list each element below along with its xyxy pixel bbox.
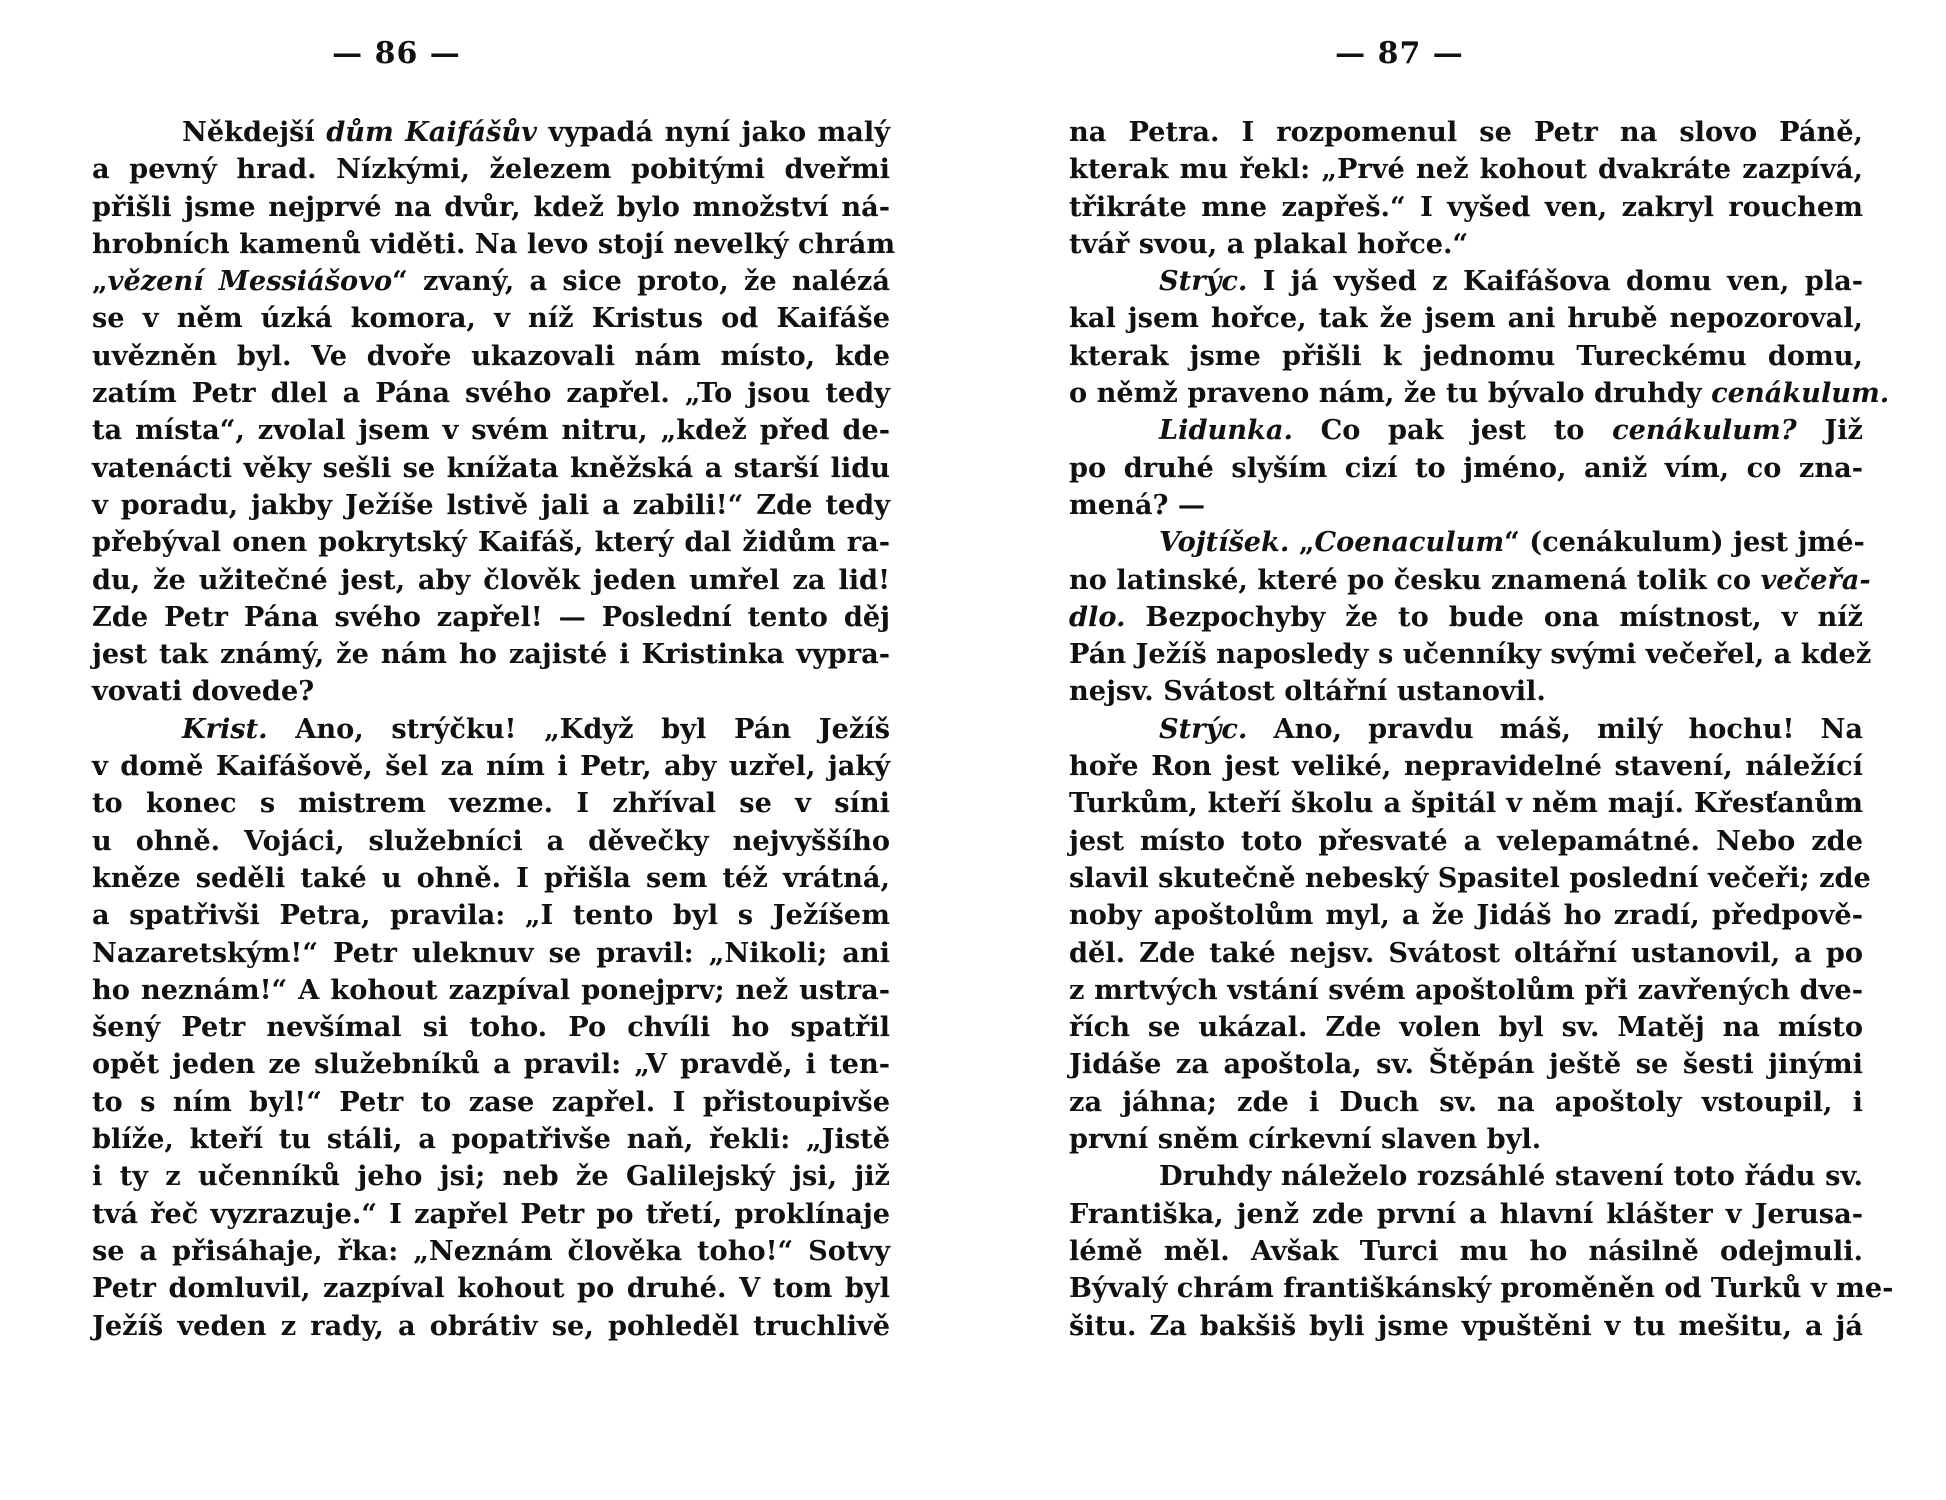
text-line: Bývalý chrám františkánský proměněn od Turků v me- — [1069, 1272, 1894, 1305]
text-line: Druhdy náleželo rozsáhlé stavení toto řádu sv. — [1159, 1160, 1863, 1193]
text-line: u ohně. Vojáci, služebníci a děvečky nejvyššího — [92, 824, 890, 857]
text-line: řích se ukázal. Zde volen byl sv. Matěj na místo — [1069, 1011, 1863, 1044]
text-line: blíže, kteří tu stáli, a popatřivše naň, řekli: „Jistě — [92, 1123, 890, 1156]
text-line: jest tak známý, že nám ho zajisté i Kristinka vypra- — [92, 638, 890, 671]
text-line: třikráte mne zapřeš.“ I vyšed ven, zakryl rouchem — [1069, 190, 1863, 223]
text-line: Františka, jenž zde první a hlavní klášter v Jerusa- — [1069, 1197, 1863, 1230]
text-line: vovati dovede? — [92, 675, 315, 708]
text-line: to konec s mistrem vezme. I zhříval se v síni — [92, 787, 890, 820]
text-line: v poradu, jakby Ježíše lstivě jali a zabili!“ Zde tedy — [92, 488, 890, 521]
text-line: přišli jsme nejprvé na dvůr, kdež bylo množství ná- — [92, 190, 890, 223]
text-line: Jidáše za apoštola, sv. Štěpán ještě se šesti jinými — [1069, 1048, 1863, 1081]
page-number-left: — 86 — — [332, 36, 461, 71]
text-line: du, že užitečné jest, aby člověk jeden umřel za lid! — [92, 563, 890, 596]
text-line: na Petra. I rozpomenul se Petr na slovo Páně, — [1069, 116, 1863, 148]
text-line: a spatřivši Petra, pravila: „I tento byl s Ježíšem — [92, 899, 890, 932]
text-line: přebýval onen pokrytský Kaifáš, který dal židům ra- — [92, 526, 890, 559]
text-line: o němž praveno nám, že tu bývalo druhdy cenákulum. — [1069, 377, 1890, 410]
text-line: po druhé slyším cizí to jméno, aniž vím, co zna- — [1069, 451, 1863, 484]
text-line: Lidunka. Co pak jest to cenákulum? Již — [1159, 414, 1863, 447]
text-line: Turkům, kteří školu a špitál v něm mají. Křesťanům — [1069, 787, 1863, 820]
text-line: kterak jsme přišli k jednomu Tureckému domu, — [1069, 339, 1863, 372]
text-line: a pevný hrad. Nízkými, železem pobitými dveřmi — [92, 153, 890, 186]
text-line: no latinské, které po česku znamená tolik co večeřa- — [1069, 563, 1871, 596]
text-line: to s ním byl!“ Petr to zase zapřel. I přistoupivše — [92, 1085, 890, 1118]
text-line: hrobních kamenů viděti. Na levo stojí nevelký chrám — [92, 227, 896, 260]
text-line: nejsv. Svátost oltářní ustanovil. — [1069, 675, 1546, 708]
text-line: Ježíš veden z rady, a obrátiv se, pohleděl truchlivě — [92, 1309, 890, 1342]
text-line: lémě měl. Avšak Turci mu ho násilně odejmuli. — [1069, 1234, 1863, 1267]
text-line: Vojtíšek. „Coenaculum“ (cenákulum) jest jmé- — [1159, 526, 1865, 559]
text-line: kněze seděli také u ohně. I přišla sem též vrátná, — [92, 861, 890, 894]
text-line: uvězněn byl. Ve dvoře ukazovali nám místo, kde — [92, 339, 890, 372]
text-line: Zde Petr Pána svého zapřel! — Poslední tento děj — [92, 600, 890, 633]
text-line: mená? — — [1069, 488, 1206, 521]
text-line: „vězení Messiášovo“ zvaný, a sice proto, že nalézá — [92, 265, 890, 298]
text-line: vatenácti věky sešli se knížata kněžská a starší lidu — [92, 451, 890, 484]
text-line: tvář svou, a plakal hořce.“ — [1069, 227, 1469, 260]
text-line: ho neznám!“ A kohout zazpíval ponejprv; než ustra- — [92, 973, 890, 1006]
text-line: Pán Ježíš naposledy s učenníky svými večeřel, a kdež — [1069, 638, 1872, 671]
text-line: Nazaretským!“ Petr uleknuv se pravil: „Nikoli; ani — [92, 936, 890, 969]
text-line: se a přisáhaje, řka: „Neznám člověka toho!“ Sotvy — [92, 1234, 890, 1267]
text-line: Strýc. Ano, pravdu máš, milý hochu! Na — [1159, 712, 1863, 745]
right-page-text — [1069, 114, 1894, 1345]
text-line: za jáhna; zde i Duch sv. na apoštoly vstoupil, i — [1069, 1085, 1863, 1118]
text-line: první sněm církevní slaven byl. — [1069, 1123, 1542, 1156]
text-line: zatím Petr dlel a Pána svého zapřel. „To jsou tedy — [92, 377, 890, 410]
text-line: kal jsem hořce, tak že jsem ani hrubě nepozoroval, — [1069, 302, 1863, 335]
text-line: z mrtvých vstání svém apoštolům při zavřených dve- — [1069, 973, 1863, 1006]
text-line: se v něm úzká komora, v níž Kristus od Kaifáše — [92, 302, 890, 335]
text-line: v domě Kaifášově, šel za ním i Petr, aby uzřel, jaký — [92, 750, 890, 783]
right-page — [973, 0, 1946, 1500]
text-line: hoře Ron jest veliké, nepravidelné stavení, náležící — [1069, 750, 1863, 783]
left-page-text — [92, 114, 896, 1345]
text-line: jest místo toto přesvaté a velepamátné. Nebo zde — [1069, 824, 1863, 857]
text-line: Petr domluvil, zazpíval kohout po druhé. V tom byl — [92, 1272, 890, 1305]
page-number-right: — 87 — — [1335, 36, 1464, 71]
text-line: Strýc. I já vyšed z Kaifášova domu ven, pla- — [1159, 265, 1863, 298]
text-line: Někdejší dům Kaifášův vypadá nyní jako malý — [182, 116, 890, 148]
text-line: ta místa“, zvolal jsem v svém nitru, „kdež před de- — [92, 414, 890, 447]
text-line: i ty z učenníků jeho jsi; neb že Galilejský jsi, již — [92, 1160, 890, 1193]
text-line: tvá řeč vyzrazuje.“ I zapřel Petr po třetí, proklínaje — [92, 1197, 890, 1230]
text-line: děl. Zde také nejsv. Svátost oltářní ustanovil, a po — [1069, 936, 1863, 969]
text-line: šitu. Za bakšiš byli jsme vpuštěni v tu mešitu, a já — [1069, 1309, 1863, 1342]
text-line: dlo. Bezpochyby že to bude ona místnost, v níž — [1069, 600, 1863, 633]
text-line: šený Petr nevšímal si toho. Po chvíli ho spatřil — [92, 1011, 890, 1044]
text-line: opět jeden ze služebníků a pravil: „V pravdě, i ten- — [92, 1048, 890, 1081]
text-line: slavil skutečně nebeský Spasitel poslední večeři; zde — [1069, 861, 1871, 894]
text-line: Krist. Ano, strýčku! „Když byl Pán Ježíš — [182, 712, 890, 745]
text-line: kterak mu řekl: „Prvé než kohout dvakráte zazpívá, — [1069, 153, 1863, 186]
text-line: noby apoštolům myl, a že Jidáš ho zradí, předpově- — [1069, 899, 1863, 932]
